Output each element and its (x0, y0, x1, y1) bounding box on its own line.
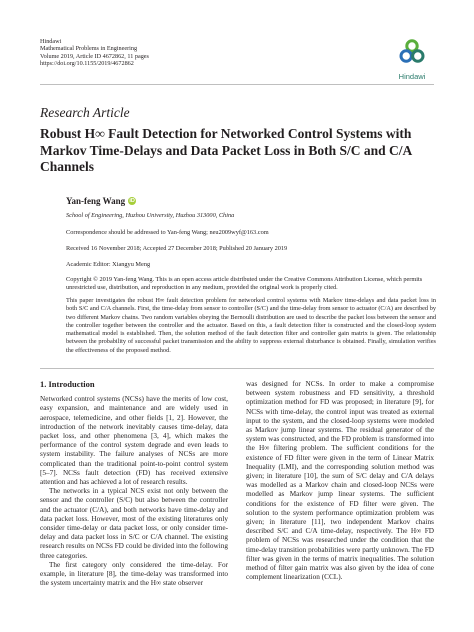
paragraph: was designed for NCSs. In order to make a compromise between system robustness and FD sensitivity, a threshold optimization method for FD was proposed; in literature [9], for NCSs with time-delay, the control input was treated as external input to the system, and the closed-loop systems were modeled as Markov jump linear systems. The residual generator of the system was constructed, and the FD problem is transformed into the H∞ filtering problem. The sufficient conditions for the existence of FD filter were given in the term of Linear Matrix Inequality (LMI), and the corresponding solution method was given; in literature [10], the sum of S/C delay and C/A delays was modelled as a Markov chain and closed-loop NCSs were modelled as Markov jump linear systems. The sufficient conditions for the existence of FD filter were given. The solution to the system performance optimization problem was given; in literature [11], two independent Markov chains described S/C and C/A time-delay, respectively. The H∞ FD problem of NCSs was researched under the condition that the time-delay transition probabilities were partly unknown. The FD filter was given in the terms of matrix inequalities. The solution method of filter gain matrix was also given by the idea of cone complement linearization (CCL). (246, 380, 434, 582)
abstract: This paper investigates the robust H∞ fault detection problem for networked control systems with Markov time-delays and data packet loss in both S/C and C/A channels. First, the time-delay from sensor to controller (S/C) and the time-delay from sensor to actuator (C/A) are described by two different Markov chains. Two random variables obeying the Bernoulli distribution are used to describe the packet loss between the sensor and the controller together between the controller and the actuator. Based on this, a fault detection filter is constructed and the closed-loop system mathematical model is established. Then, the solution method of the fault detection filter and controller gain matrix is given. The relationship between the probability of successful packet transmission and the ability to suppress external disturbance is obtained. Finally, simulation verifies the effectiveness of the proposed method. (66, 297, 436, 354)
academic-editor: Academic Editor: Xiangyu Meng (66, 261, 151, 268)
orcid-icon[interactable]: iD (129, 198, 135, 204)
journal-info (40, 38, 149, 68)
journal-name: Mathematical Problems in Engineering (40, 45, 138, 53)
journal-doi[interactable]: https://doi.org/10.1155/2019/4672862 (40, 60, 134, 68)
journal-volume: Volume 2019, Article ID 4672862, 11 pages (40, 52, 149, 60)
article-type: Research Article (40, 105, 130, 120)
section-heading: 1. Introduction (40, 379, 95, 389)
journal-publisher: Hindawi (40, 38, 62, 45)
header-divider (40, 84, 434, 85)
logo-text: Hindawi (398, 72, 426, 81)
article-title: Robust H∞ Fault Detection for Networked Control Systems with Markov Time-Delays and Data Packet Loss in Both S/C and C/A Channels (40, 126, 412, 174)
publication-dates: Received 16 November 2018; Accepted 27 December 2018; Published 20 January 2019 (66, 245, 288, 252)
author-name[interactable]: Yan-feng Wang (66, 196, 126, 206)
affiliation: School of Engineering, Huzhou University, Huzhou 313000, China (66, 212, 235, 219)
right-column (246, 380, 434, 582)
author-line (66, 196, 136, 206)
abstract-divider (40, 368, 434, 369)
paragraph: The first category only considered the time-delay. For example, in literature [8], the time-delay was transformed into the system uncertainty matrix and the H∞ state observer (40, 560, 228, 588)
hindawi-logo-icon (398, 38, 426, 66)
copyright-notice: Copyright © 2019 Yan-feng Wang. This is an open access article distributed under the Creative Commons Attribution License, which permits unrestricted use, distribution, and reproduction in any medium, provided the original work is properly cited. (66, 276, 423, 292)
paragraph: The networks in a typical NCS exist not only between the sensor and the controller (S/C) but also between the controller and the actuator (C/A), and both networks have time-delay and data packet loss. However, most of the existing literatures only consider time-delay or data packet loss, or only consider time-delay and data packet loss in S/C or C/A channel. The existing research results on NCSs FD could be divided into the following three categories. (40, 487, 228, 560)
correspondence: Correspondence should be addressed to Yan-feng Wang; neu2009wyf@163.com (66, 229, 269, 236)
hindawi-logo[interactable] (390, 38, 434, 81)
left-column (40, 380, 228, 588)
paragraph: Networked control systems (NCSs) have the merits of low cost, easy expansion, and maintenance and are widely used in aerospace, telemedicine, and other fields [1, 2]. However, the introduction of the network inevitably causes time-delay, data packet loss, and other phenomena [3, 4], which makes the performance of the control system degrade and even leads to system instability. The failure analyses of NCSs are more complicated than the traditional point-to-point control system [5–7]. NCSs fault detection (FD) has received extensive attention and has achieved a lot of research results. (40, 395, 228, 487)
